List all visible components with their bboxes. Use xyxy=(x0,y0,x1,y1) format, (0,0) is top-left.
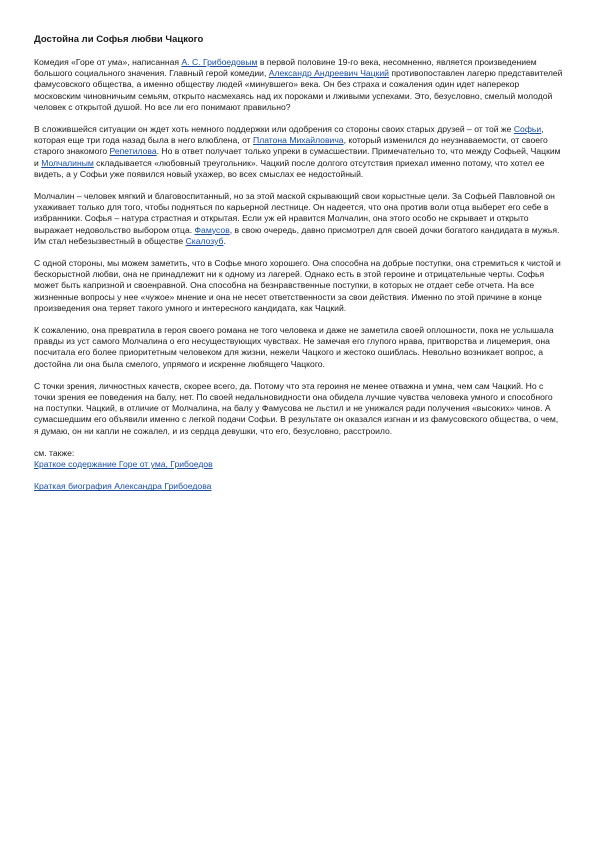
paragraph-4: С одной стороны, мы можем заметить, что в Софье много хорошего. Она способна на добрые поступки, она стремиться к чистой и бескорыстной любви, она не принадлежит ни к одному из лагерей. Однако есть в этой героине и отрицательные черты. Софья может быть капризной и своенравной. Она способна на безнравственные поступки, в которых не отдает себе отчета. На все жизненные вопросы у нее «чужое» мнение и она не несет ответственности за свои действия. Именно по этой причине в конце произведения она теряет такого умного и интересного кандидата, как Чацкий. xyxy=(34,258,561,313)
document-page xyxy=(34,34,564,504)
text: Комедия «Горе от ума», написанная xyxy=(34,57,182,67)
paragraph-2 xyxy=(34,124,564,180)
link-repetilov[interactable]: Репетилова xyxy=(109,146,157,157)
link-sofya[interactable]: Софьи xyxy=(513,124,542,135)
text: , который изменился до неузнаваемости, от своего старого знакомого xyxy=(34,135,548,157)
text: , в свою очередь, давно присмотрел для своей дочки богатого кандидата в мужья. Им стал небезызвестный в обществе xyxy=(34,224,560,246)
text: в первой половине 19-го века, несомненно, является произведением большого социального значения. Главный герой комедии, xyxy=(34,57,537,79)
link-platon[interactable]: Платона Михайловича xyxy=(253,135,344,146)
page-title: Достойна ли Софья любви Чацкого xyxy=(34,34,204,45)
link-chatsky[interactable]: Александр Андреевич Чацкий xyxy=(268,68,389,79)
text: . Но в ответ получает только упреки в сумасшествии. Примечательно то, что между Софьей, Чацким и xyxy=(34,146,561,168)
text: В сложившейся ситуации он ждет хоть немного поддержки или одобрения со стороны своих старых друзей – от той же xyxy=(34,124,514,135)
paragraph-6: С точки зрения, личностных качеств, скорее всего, да. Потому что эта героиня не менее отважна и умна, чем сам Чацкий. Но с точки зрения ее поведения на балу, нет. По своей недальновидности она обидела лучшие чувства человека умного и способного на поступки. Чацкий, в отличие от Молчалина, на балу у Фамусова не льстил и не унижался ради получения «высоких» чинов. А сумасшедшим его объявили именно с легкой подачи Софьи. В результате он оказался изгнан и из фамусовского общества, о чем, я думаю, он ни капли не сожалел, и из сердца девушки, что его, безусловно, расстроило. xyxy=(34,380,559,436)
link-summary[interactable]: Краткое содержание Горе от ума, Грибоедов xyxy=(34,459,213,470)
link-griboedov[interactable]: А. С. Грибоедовым xyxy=(181,57,258,67)
paragraph-1 xyxy=(34,57,564,113)
paragraph-5: К сожалению, она превратила в героя своего романа не того человека и даже не заметила своей оплошности, пока не услышала правды из уст самого Молчалина о его несуществующих чувствах. Не замечая его глупого нрава, притворства и лицемерия, она посчитала его более приоритетным человеком для жизни, нежели Чацкого и жестоко ошиблась. Невольно возникает вопрос, а достойна ли она была смелого, упрямого и искренне любящего Чацкого. xyxy=(34,325,554,369)
link-biography[interactable]: Краткая биография Александра Грибоедова xyxy=(34,481,212,492)
link-molchalin[interactable]: Молчалиным xyxy=(41,157,94,168)
see-also-label: см. также: xyxy=(34,447,75,458)
text: , которая еще три года назад была в него влюблена, от xyxy=(34,124,544,146)
text: Молчалин – человек мягкий и благовоспитанный, но за этой маской скрывающий свои корыстные цели. За Софьей Павловной он ухаживает только для того, чтобы подняться по карьерной лестнице. Он надеется, что она против воли отца выберет его себе в избранники. Софья – натура страстная и открытая. Если уж ей нравится Молчалин, она этого особо не скрывает и открыто выражает недовольство выбором отца. xyxy=(34,191,555,235)
paragraph-3 xyxy=(34,191,564,247)
text: складывается «любовный треугольник». Чацкий после долгого отсутствия приехал именно потому, что хотел ее видеть, а у Софьи уже появился новый ухажер, во всех смыслах ее недостойный. xyxy=(34,157,545,179)
text: . xyxy=(223,235,226,246)
text: противопоставлен лагерю представителей фамусовского общества, а именно обществу людей «минувшего» века. Он без страха и сожаления один идет наперекор московским чиновничьим семьям, открыто насмехаясь над их пороками и лживыми успехами. Это, безусловно, смелый молодой человек с открытой душой. Но все ли его понимают правильно? xyxy=(34,68,563,112)
see-also-section xyxy=(34,448,564,493)
link-famusov[interactable]: Фамусов xyxy=(194,224,230,235)
link-skalozub[interactable]: Скалозуб xyxy=(185,235,224,246)
